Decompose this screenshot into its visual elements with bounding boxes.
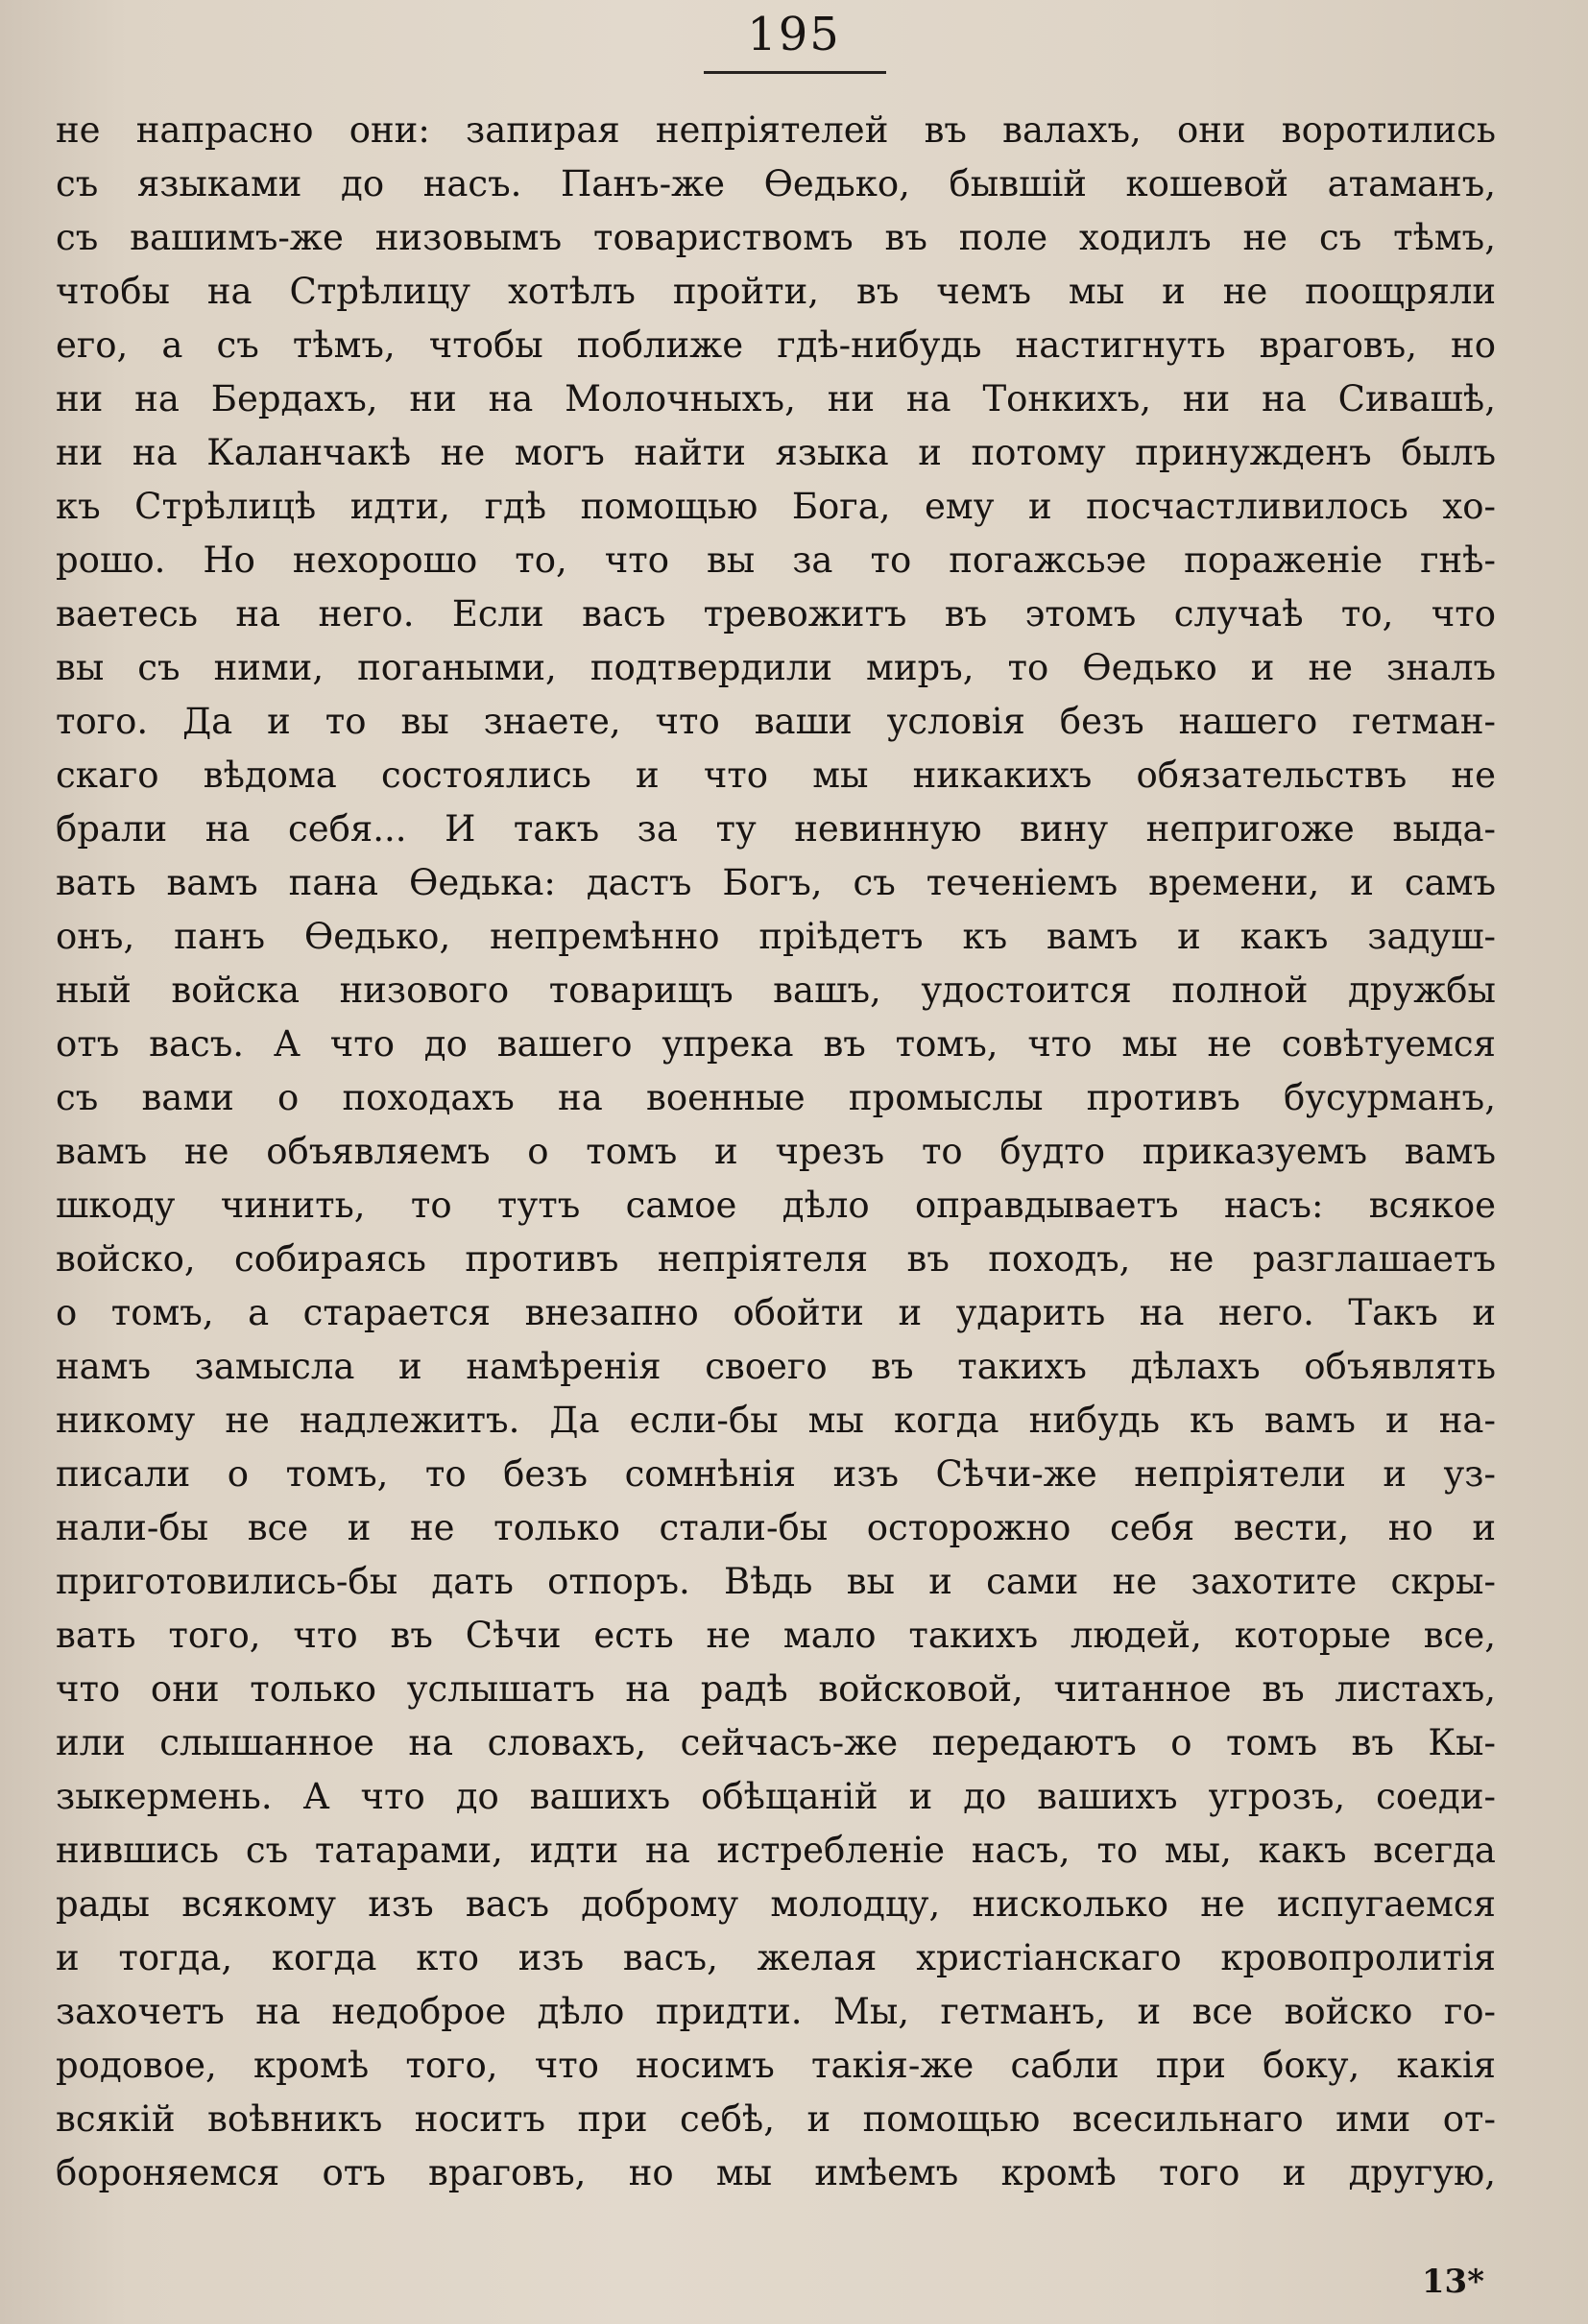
text-line: что они только услышатъ на радѣ войсковой, читанное въ листахъ, bbox=[56, 1668, 1496, 1710]
text-line: ни на Каланчакѣ не могъ найти языка и потому принужденъ былъ bbox=[56, 432, 1496, 473]
text-line: ный войска низового товарищъ вашъ, удостоится полной дружбы bbox=[56, 970, 1496, 1011]
body-text bbox=[56, 104, 1496, 2200]
text-line: брали на себя... И такъ за ту невинную вину непригоже выда- bbox=[56, 808, 1496, 850]
text-line: вы съ ними, погаными, подтвердили миръ, то Өедько и не зналъ bbox=[56, 647, 1496, 688]
text-line: о томъ, а старается внезапно обойти и ударить на него. Такъ и bbox=[56, 1292, 1496, 1333]
text-line: его, а съ тѣмъ, чтобы поближе гдѣ-нибудь настигнуть враговъ, но bbox=[56, 324, 1496, 366]
text-line: съ вашимъ-же низовымъ товариствомъ въ поле ходилъ не съ тѣмъ, bbox=[56, 217, 1496, 258]
text-line: чтобы на Стрѣлицу хотѣлъ пройти, въ чемъ мы и не поощряли bbox=[56, 271, 1496, 312]
text-line: скаго вѣдома состоялись и что мы никакихъ обязательствъ не bbox=[56, 755, 1496, 796]
text-line: войско, собираясь противъ непріятеля въ походъ, не разглашаетъ bbox=[56, 1238, 1496, 1280]
text-line: рошо. Но нехорошо то, что вы за то погажсьэе пораженіе гнѣ- bbox=[56, 539, 1496, 581]
text-line: намъ замысла и намѣренія своего въ такихъ дѣлахъ объявлять bbox=[56, 1346, 1496, 1387]
text-line: съ языками до насъ. Панъ-же Өедько, бывшій кошевой атаманъ, bbox=[56, 163, 1496, 204]
text-line: или слышанное на словахъ, сейчасъ-же передаютъ о томъ въ Кы- bbox=[56, 1722, 1496, 1763]
text-line: нившись съ татарами, идти на истребленіе насъ, то мы, какъ всегда bbox=[56, 1830, 1496, 1871]
text-line: того. Да и то вы знаете, что ваши условія безъ нашего гетман- bbox=[56, 701, 1496, 742]
text-line: всякій воѣвникъ носитъ при себѣ, и помощью всесильнаго ими от- bbox=[56, 2098, 1496, 2140]
text-line: съ вами о походахъ на военные промыслы противъ бусурманъ, bbox=[56, 1077, 1496, 1118]
text-line: нали-бы все и не только стали-бы осторожно себя вести, но и bbox=[56, 1507, 1496, 1548]
text-line: родовое, кромѣ того, что носимъ такія-же сабли при боку, какія bbox=[56, 2045, 1496, 2086]
text-line: вать того, что въ Сѣчи есть не мало такихъ людей, которые все, bbox=[56, 1615, 1496, 1656]
text-line: и тогда, когда кто изъ васъ, желая христіанскаго кровопролитія bbox=[56, 1937, 1496, 1978]
text-line: шкоду чинить, то тутъ самое дѣло оправдываетъ насъ: всякое bbox=[56, 1185, 1496, 1226]
text-line: къ Стрѣлицѣ идти, гдѣ помощью Бога, ему и посчастливилось хо- bbox=[56, 486, 1496, 527]
page-number: 195 bbox=[747, 8, 841, 61]
text-line: не напрасно они: запирая непріятелей въ валахъ, они воротились bbox=[56, 109, 1496, 151]
text-line: вамъ не объявляемъ о томъ и чрезъ то будто приказуемъ вамъ bbox=[56, 1131, 1496, 1172]
signature-mark: 13* bbox=[1421, 2263, 1484, 2301]
text-line: никому не надлежитъ. Да если-бы мы когда нибудь къ вамъ и на- bbox=[56, 1400, 1496, 1441]
text-line: приготовились-бы дать отпоръ. Вѣдь вы и сами не захотите скры- bbox=[56, 1561, 1496, 1602]
text-line: ваетесь на него. Если васъ тревожитъ въ этомъ случаѣ то, что bbox=[56, 593, 1496, 635]
text-line: зыкермень. А что до вашихъ обѣщаній и до вашихъ угрозъ, соеди- bbox=[56, 1776, 1496, 1817]
text-line: вать вамъ пана Өедька: дастъ Богъ, съ теченіемъ времени, и самъ bbox=[56, 862, 1496, 903]
text-line: бороняемся отъ враговъ, но мы имѣемъ кромѣ того и другую, bbox=[56, 2152, 1496, 2193]
text-line: ни на Бердахъ, ни на Молочныхъ, ни на Тонкихъ, ни на Сивашѣ, bbox=[56, 378, 1496, 419]
text-line: захочетъ на недоброе дѣло придти. Мы, гетманъ, и все войско го- bbox=[56, 1991, 1496, 2032]
header-rule bbox=[704, 71, 886, 74]
text-line: писали о томъ, то безъ сомнѣнія изъ Сѣчи-же непріятели и уз- bbox=[56, 1453, 1496, 1495]
text-line: онъ, панъ Өедько, непремѣнно пріѣдетъ къ вамъ и какъ задуш- bbox=[56, 916, 1496, 957]
text-line: отъ васъ. А что до вашего упрека въ томъ, что мы не совѣтуемся bbox=[56, 1023, 1496, 1065]
text-line: рады всякому изъ васъ доброму молодцу, нисколько не испугаемся bbox=[56, 1883, 1496, 1925]
